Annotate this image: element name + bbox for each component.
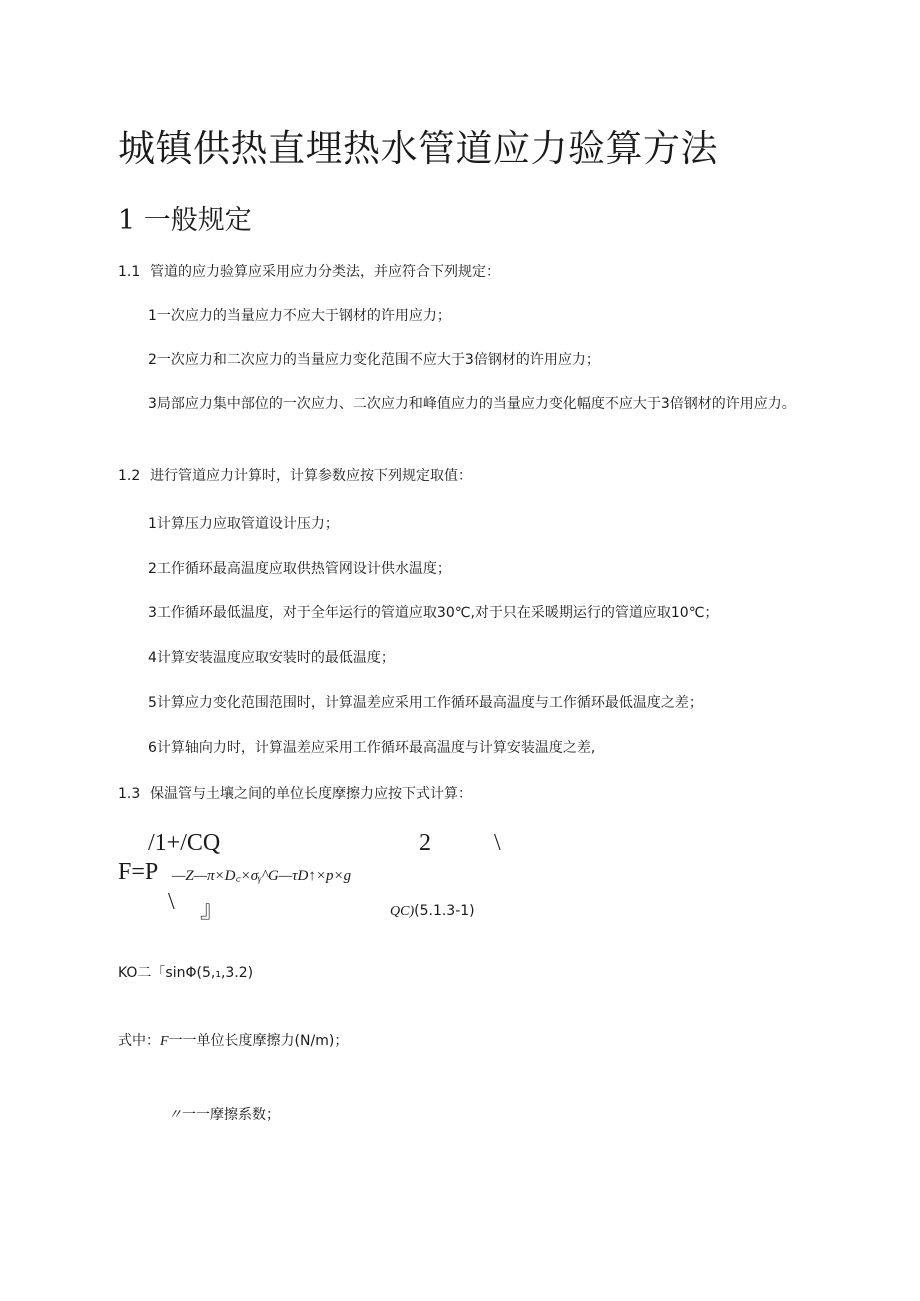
mu-symbol: 〃 <box>168 1108 182 1123</box>
formula-lhs: F=P <box>118 859 159 885</box>
formula-number <box>390 901 475 922</box>
formula-bot-right: QC) <box>390 904 415 919</box>
page-title: 城镇供热直埋热水管道应力验算方法 <box>118 127 718 170</box>
list-item: 2一次应力和二次应力的当量应力变化范围不应大于3倍钢材的许用应力； <box>148 352 600 368</box>
list-item: 6计算轴向力时，计算温差应采用工作循环最高温度与计算安装温度之差, <box>148 740 596 756</box>
clause-text: 管道的应力验算应采用应力分类法，并应符合下列规定： <box>150 264 500 280</box>
section-heading: 1 一般规定 <box>118 205 252 236</box>
clause-number: 1.1 <box>118 264 141 280</box>
list-item: 3局部应力集中部位的一次应力、二次应力和峰值应力的当量应力变化幅度不应大于3倍钢材的许用应力。 <box>148 396 796 412</box>
list-item: 2工作循环最高温度应取供热管网设计供水温度； <box>148 561 451 577</box>
clause-1-3 <box>118 784 472 804</box>
clause-1-2 <box>118 466 472 486</box>
equation-number: (5.1.3-1) <box>414 903 475 919</box>
formula-bot-bracket: 』 <box>200 897 224 923</box>
where-line <box>118 1031 348 1052</box>
formula-rhs: —Z—π×D꜀×σᵧ^G—τD↑×p×g <box>172 868 352 884</box>
formula-top-mid: 2 <box>419 830 431 856</box>
list-item: 4计算安装温度应取安装时的最低温度； <box>148 650 395 666</box>
formula-top-left: /1+/CQ <box>148 830 221 856</box>
mu-text: 一一摩擦系数； <box>182 1107 280 1123</box>
clause-number: 1.2 <box>118 468 141 484</box>
clause-number: 1.3 <box>118 786 141 802</box>
formula-bot-left: \ <box>168 889 175 915</box>
clause-text: 进行管道应力计算时，计算参数应按下列规定取值： <box>150 468 472 484</box>
formula-top-right: \ <box>494 830 501 856</box>
list-item: 5计算应力变化范围范围时，计算温差应采用工作循环最高温度与工作循环最低温度之差； <box>148 695 703 711</box>
clause-text: 保温管与土壤之间的单位长度摩擦力应按下式计算： <box>150 786 472 802</box>
list-item: 1一次应力的当量应力不应大于钢材的许用应力； <box>148 308 451 324</box>
where-symbol: F <box>160 1034 169 1049</box>
mu-line <box>168 1105 280 1126</box>
where-text: 一一单位长度摩擦力(N/m)； <box>168 1033 349 1049</box>
list-item: 3工作循环最低温度，对于全年运行的管道应取30℃,对于只在采暖期运行的管道应取10℃； <box>148 605 719 621</box>
clause-1-1 <box>118 262 500 282</box>
where-prefix: 式中： <box>118 1033 160 1049</box>
list-item: 1计算压力应取管道设计压力； <box>148 516 339 532</box>
formula-5-1-3-2: KO二「sinΦ(5,₁,3.2) <box>118 965 254 981</box>
